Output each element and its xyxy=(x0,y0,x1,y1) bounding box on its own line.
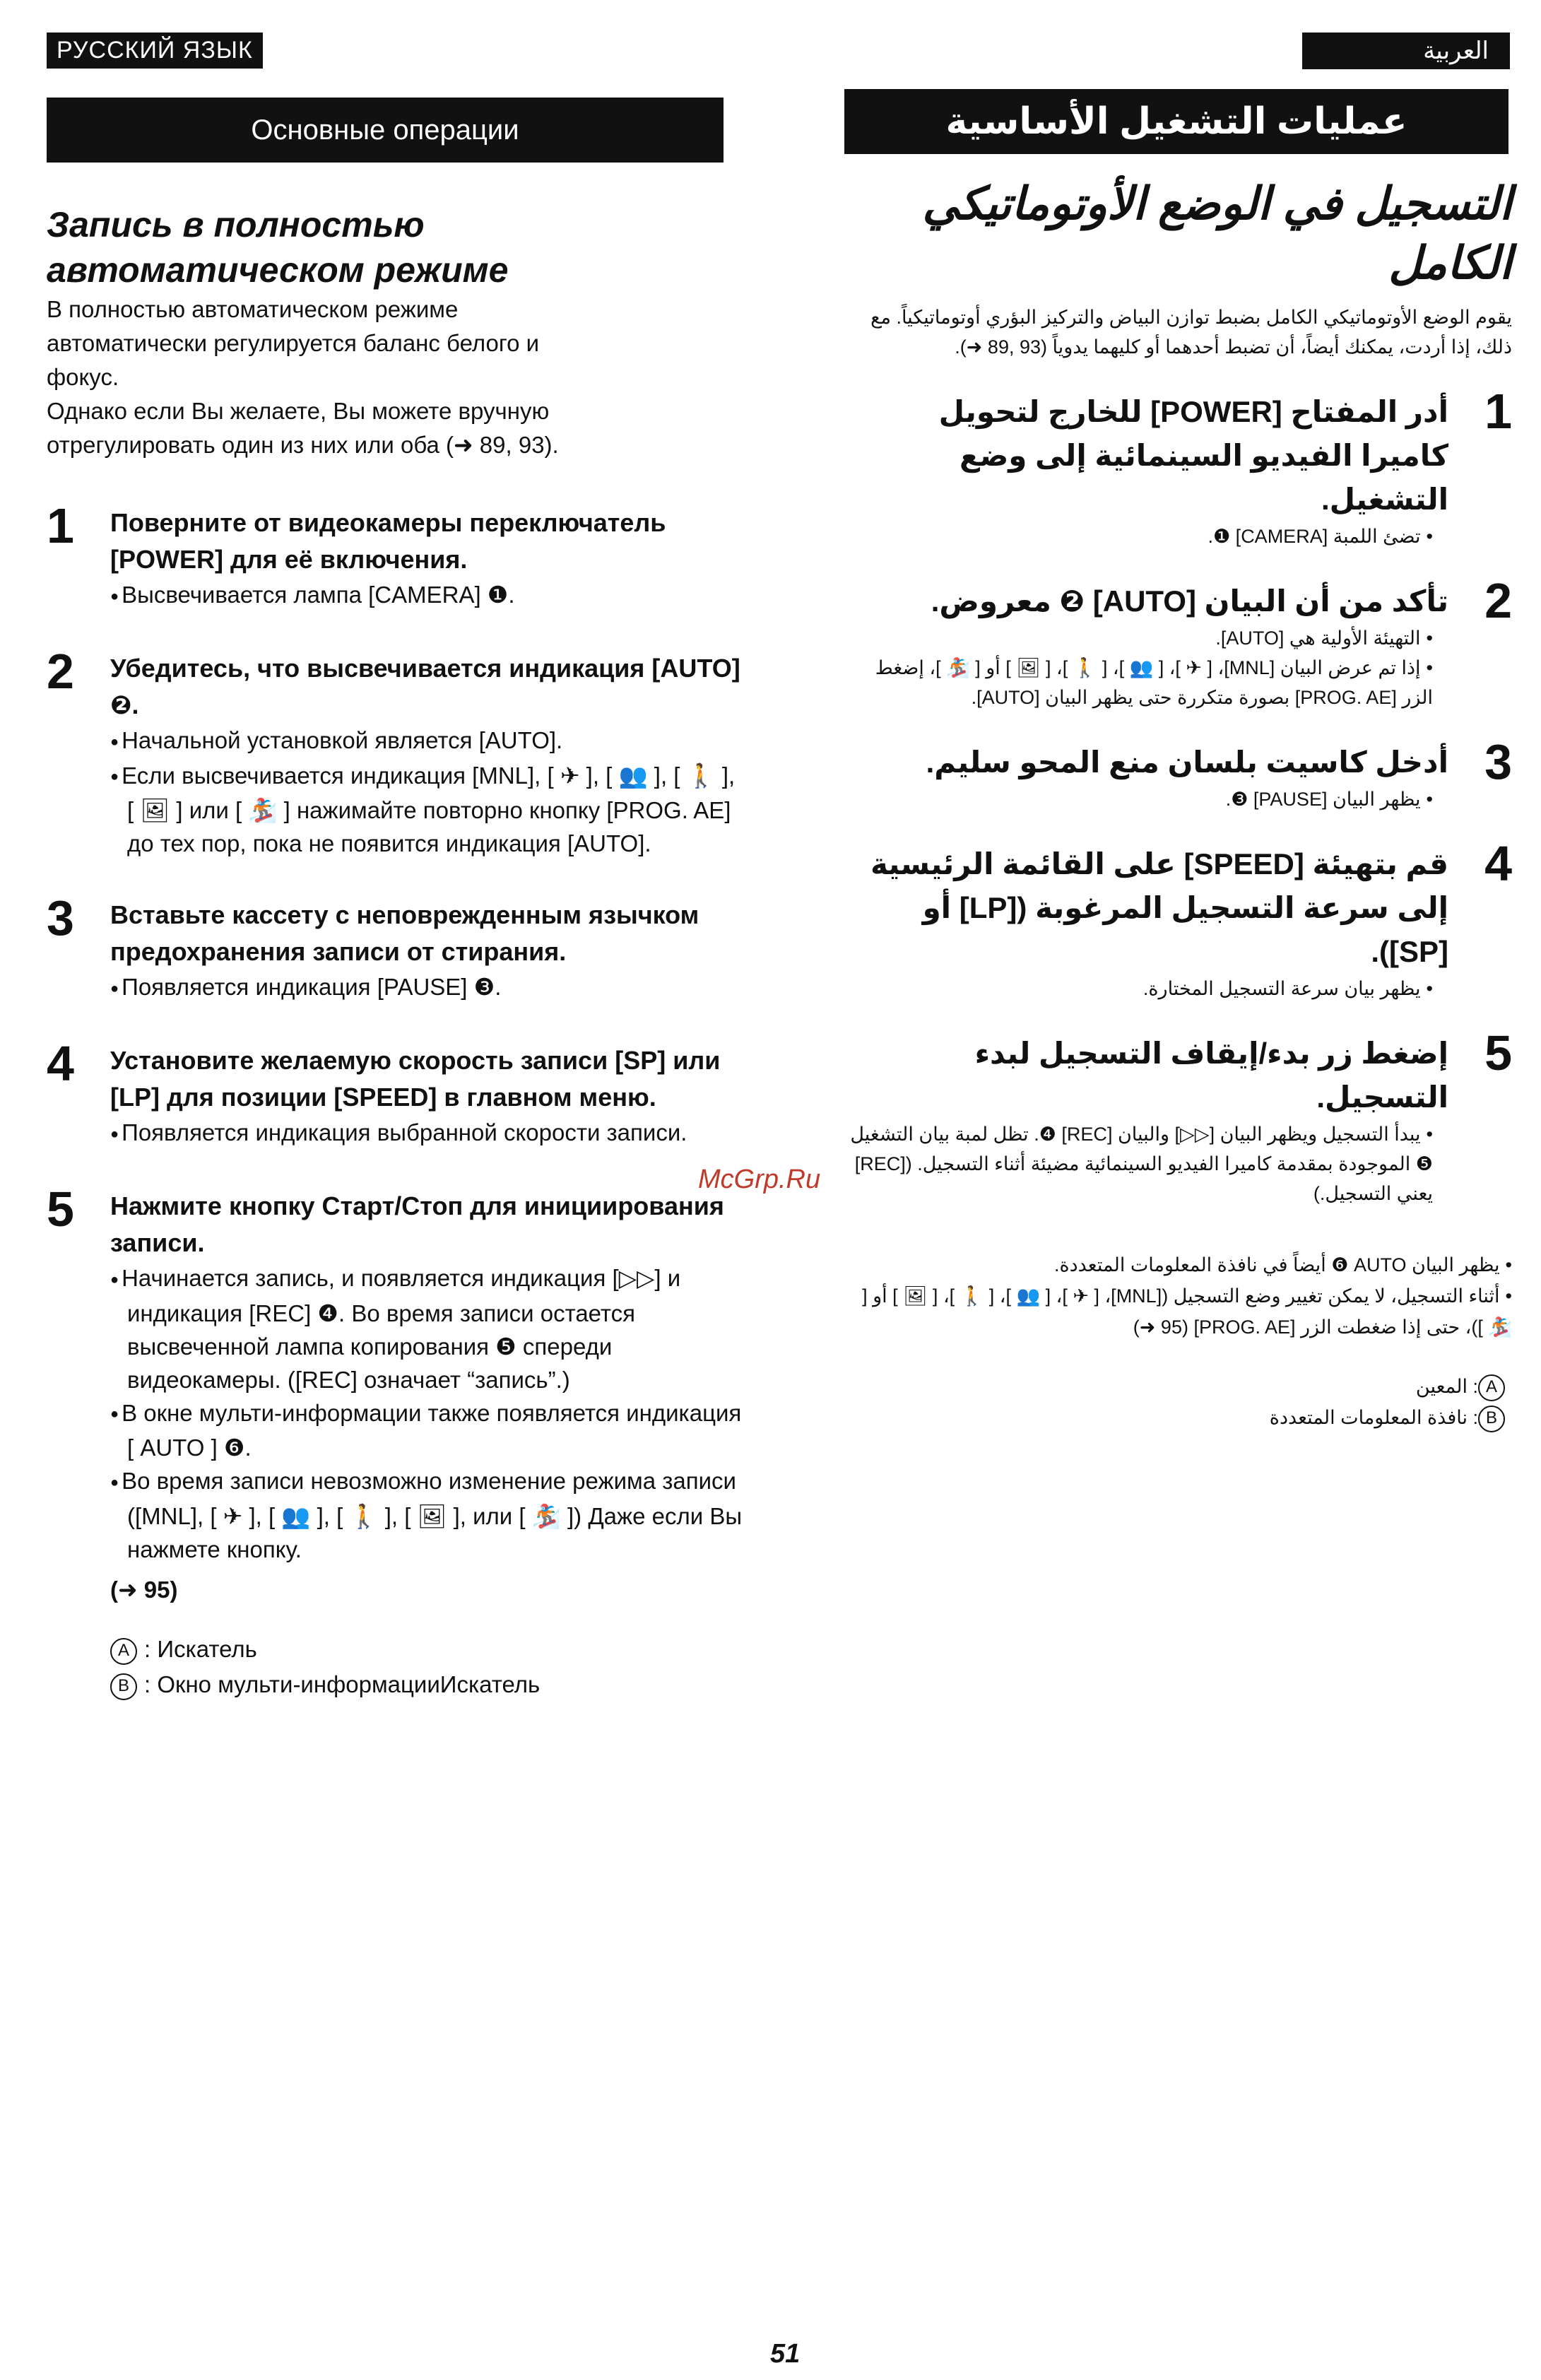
step-heading: Убедитесь, что высвечивается индикация [AUTO] ❷. xyxy=(110,653,740,719)
step-heading: أدخل كاسيت بلسان منع المحو سليم. xyxy=(926,746,1448,779)
intro-line: В полностью автоматическом режиме xyxy=(47,296,459,322)
watermark: McGrp.Ru xyxy=(698,1165,821,1194)
step-bullet: ● Появляется индикация [PAUSE] ❸. xyxy=(110,970,746,1006)
step-2 xyxy=(47,643,746,861)
step-number: 5 xyxy=(1484,1025,1512,1080)
page-reference: (➜ 95) xyxy=(110,1577,178,1603)
step-1 xyxy=(47,498,746,613)
step-number: 2 xyxy=(1484,573,1512,628)
step-number: 3 xyxy=(1484,734,1512,789)
step-bullet: • تضئ اللمبة [CAMERA] ❶. xyxy=(848,522,1448,551)
step-number: 3 xyxy=(47,890,74,946)
step-heading: قم بتهيئة [SPEED] على القائمة الرئيسية إلى سرعة التسجيل المرغوبة ([LP] أو [SP]). xyxy=(870,847,1448,968)
intro-line: фокус. xyxy=(47,364,119,390)
step-1 xyxy=(848,384,1512,551)
russian-column xyxy=(47,202,746,1702)
legend-letter-b: B xyxy=(1478,1406,1505,1432)
intro-line: Однако если Вы желаете, Вы можете вручную xyxy=(47,398,550,424)
language-tab-russian: РУССКИЙ ЯЗЫК xyxy=(47,33,263,69)
legend-text: Окно мульти-информацииИскатель xyxy=(157,1671,541,1698)
step-heading: إضغط زر بدء/إيقاف التسجيل لبدء التسجيل. xyxy=(974,1037,1448,1114)
notes-arabic xyxy=(848,1249,1512,1343)
step-bullet: ● В окне мульти-информации также появляется индикация [ AUTO ] ❻. xyxy=(110,1396,746,1465)
step-heading: تأكد من أن البيان [AUTO] ❷ معروض. xyxy=(931,584,1448,618)
step-number: 1 xyxy=(47,498,74,553)
legend-russian xyxy=(47,1632,746,1702)
step-4 xyxy=(47,1036,746,1151)
step-number: 5 xyxy=(47,1181,74,1237)
step-number: 4 xyxy=(1484,836,1512,891)
legend-item: A : Искатель xyxy=(110,1632,746,1667)
step-3 xyxy=(47,890,746,1006)
legend-item: B: نافذة المعلومات المتعددة xyxy=(848,1402,1512,1433)
legend-letter-b: B xyxy=(110,1673,137,1700)
step-bullet: ● Если высвечивается индикация [MNL], [ ✈ ], [ 👥 ], [ 🚶 ], [ 🖼 ] или [ 🏂 ] нажимайте повторно кнопку [PROG. AE] до тех пор, пока не появится индикация [AUTO]. xyxy=(110,759,746,861)
title-line-1: التسجيل في الوضع الأوتوماتيكي xyxy=(922,178,1512,229)
step-bullet: ● Появляется индикация выбранной скорости записи. xyxy=(110,1116,746,1151)
legend-letter-a: A xyxy=(110,1638,137,1665)
step-5 xyxy=(47,1181,746,1566)
intro-line: отрегулировать один из них или оба (➜ 89, 93). xyxy=(47,432,559,458)
legend-text: Искатель xyxy=(157,1636,257,1663)
legend-item: A: المعين xyxy=(848,1371,1512,1402)
language-tab-arabic: العربية xyxy=(1302,33,1510,69)
legend-item: B : Окно мульти-информацииИскатель xyxy=(110,1667,746,1702)
step-heading: Вставьте кассету с неповрежденным язычком предохранения записи от стирания. xyxy=(110,900,699,967)
legend-text: نافذة المعلومات المتعددة xyxy=(1269,1407,1468,1428)
note-item: • أثناء التسجيل، لا يمكن تغيير وضع التسجيل ([MNL]، [ ✈ ]، [ 👥 ]، [ 🚶 ]، [ 🖼 ] أو [ 🏂 ])، حتى إذا ضغطت الزر [PROG. AE] (95 ➜) xyxy=(848,1280,1512,1343)
step-number: 2 xyxy=(47,643,74,699)
step-bullet: • يبدأ التسجيل ويظهر البيان [▷▷] والبيان [REC] ❹. تظل لمبة بيان التشغيل ❺ الموجودة بمقدمة كاميرا الفيديو السينمائية مضيئة أثناء التسجيل. ([REC] يعني التسجيل.) xyxy=(848,1119,1448,1208)
step-bullet: • التهيئة الأولية هي [AUTO]. xyxy=(848,623,1448,653)
section-banner-russian: Основные операции xyxy=(47,98,724,163)
step-bullet: • إذا تم عرض البيان [MNL]، [ ✈ ]، [ 👥 ]، [ 🚶 ]، [ 🖼 ] أو [ 🏂 ]، إضغط الزر [PROG. AE] بصورة متكررة حتى يظهر البيان [AUTO]. xyxy=(848,653,1448,712)
page-title-russian xyxy=(47,202,746,293)
step-bullet: ● Во время записи невозможно изменение режима записи ([MNL], [ ✈ ], [ 👥 ], [ 🚶 ], [ 🖼 ], или [ 🏂 ]) Даже если Вы нажмете кнопку. xyxy=(110,1464,746,1566)
step-number: 1 xyxy=(1484,384,1512,439)
legend-arabic xyxy=(848,1371,1512,1433)
arabic-column xyxy=(848,174,1512,1433)
step-bullet: ● Начальной установкой является [AUTO]. xyxy=(110,724,746,759)
step-heading: Установите желаемую скорость записи [SP] или [LP] для позиции [SPEED] в главном меню. xyxy=(110,1046,721,1112)
step-bullet: ● Высвечивается лампа [CAMERA] ❶. xyxy=(110,578,746,613)
step-bullet: • يظهر بيان سرعة التسجيل المختارة. xyxy=(848,974,1448,1003)
legend-letter-a: A xyxy=(1478,1374,1505,1401)
note-item: • يظهر البيان AUTO ❻ أيضاً في نافذة المعلومات المتعددة. xyxy=(848,1249,1512,1280)
legend-text: المعين xyxy=(1415,1376,1468,1397)
intro-paragraph-arabic: يقوم الوضع الأوتوماتيكي الكامل بضبط توازن البياض والتركيز البؤري أوتوماتيكياً. مع ذلك، إذا أردت، يمكنك أيضاً، أن تضبط أحدهما أو كليهما يدوياً (93 ,89 ➜). xyxy=(870,307,1512,358)
step-4 xyxy=(848,836,1512,1003)
title-line-1: Запись в полностью xyxy=(47,205,425,245)
step-3 xyxy=(848,734,1512,814)
step-heading: Нажмите кнопку Старт/Стоп для инициирования записи. xyxy=(110,1191,724,1257)
title-line-2: الكامل xyxy=(1388,237,1512,288)
title-line-2: автоматическом режиме xyxy=(47,250,509,290)
page-number: 51 xyxy=(770,2339,801,2369)
intro-line: автоматически регулируется баланс белого и xyxy=(47,330,540,356)
step-2 xyxy=(848,573,1512,712)
step-number: 4 xyxy=(47,1036,74,1092)
section-banner-arabic: عمليات التشغيل الأساسية xyxy=(844,89,1508,154)
step-heading: Поверните от видеокамеры переключатель [POWER] для её включения. xyxy=(110,508,666,574)
intro-paragraph-russian xyxy=(47,293,746,462)
page-title-arabic xyxy=(848,174,1512,293)
step-5 xyxy=(848,1025,1512,1208)
step-bullet: ● Начинается запись, и появляется индикация [▷▷] и индикация [REC] ❹. Во время записи остается высвеченной лампа копирования ❺ спереди видеокамеры. ([REC] означает “запись”.) xyxy=(110,1261,746,1396)
step-heading: أدر المفتاح [POWER] للخارج لتحويل كاميرا الفيديو السينمائية إلى وضع التشغيل. xyxy=(938,395,1448,516)
step-bullet: • يظهر البيان [PAUSE] ❸. xyxy=(848,784,1448,814)
